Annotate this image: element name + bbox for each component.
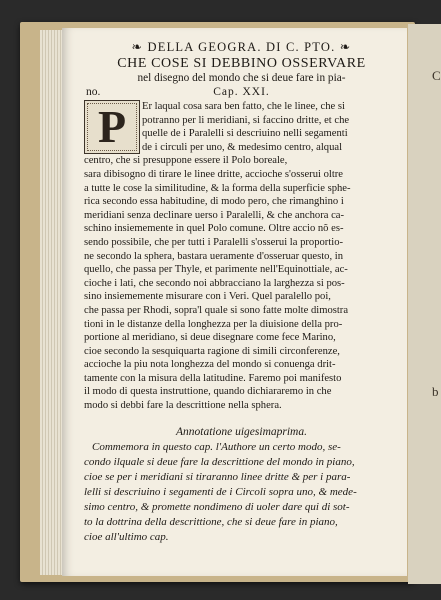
annotation-line: to la dottrina della descrittione, che si deue fare in piano, [84,515,338,528]
running-head: ❧ DELLA GEOGRA. DI C. PTO. ❧ [131,40,352,54]
annotation-line: cioe all'ultimo cap. [84,530,169,543]
chapter-title: CHE COSE SI DEBBINO OSSERVARE [117,56,366,71]
annotation-line: cioe se per i meridiani si tiraranno linee dritte & per i para- [84,470,351,483]
subtitle-continuation: no. [86,86,101,98]
decorated-initial [84,100,140,154]
chapter-number: Cap. XXI. [213,86,270,98]
body-line: ne secondo la sphera, bastara ueramente d'osseruar questo, in [84,250,344,262]
body-line: a tutte le cose la similitudine, & la forma della superficie sphe- [84,182,351,194]
body-line: che passa per Rhodi, sopra'l quale si sono fatte molte dimostra [84,304,349,316]
body-line: meridiani senza declinare uerso i Paralelli, & che anchora ca- [84,209,345,221]
body-line: cioe secondo la sesquiquarta ragione di simili circonferenze, [84,345,340,357]
body-line: sara dibisogno di tirare le linee dritte, accioche s'osserui oltre [84,168,344,180]
body-line: quello, che passa per Thyle, et parimente nell'Equinottiale, ac- [84,264,348,276]
body-line: cioche i lati, che secondo noi abbracciano la larghezza si pos- [84,277,345,289]
body-line: sendo possibile, che per tutti i Paralelli s'osserui la proportio- [84,236,344,248]
annotation-line: Commemora in questo cap. l'Authore un certo modo, se- [92,440,341,453]
annotation-line: lelli si descriuino i segamenti de i Circoli sopra uno, & mede- [84,485,357,498]
body-line: tamente con la misura della latitudine. Faremo poi manifesto [84,372,342,384]
body-line: schino insiememente in quel Polo comune. Oltre accio nõ es- [84,223,344,235]
body-line: il modo di questa instruttione, quando dichiararemo in che [84,386,332,398]
body-line: potranno per li meridiani, si faccino dritte, et che [142,114,350,126]
body-line: tioni in le distanze della longhezza per la diuisione della pro- [84,318,343,330]
initial-letter: P [97,101,127,152]
annotation-line: simo centro, & promette nondimeno di uoler dare qui di sot- [84,500,350,513]
body-line: Er laqual cosa sara ben fatto, che le linee, che si [142,101,345,112]
annotation-line: condo ilquale si deue fare la descrittione del mondo in piano, [84,455,355,468]
book-page [62,28,407,576]
chapter-subtitle: nel disegno del mondo che si deue fare in pia- [137,72,346,84]
annotation-title: Annotatione uigesimaprima. [176,425,307,438]
chapter-number-line [84,85,399,99]
body-line: rica secondo essa habitudine, di modo pero, che rimanghino i [84,196,344,208]
chapter-body [84,100,399,413]
facing-page [408,24,441,584]
body-line: accioche la piu nota longhezza del mondo si conuenga drit- [84,359,336,371]
body-line: portione al meridiano, si deue disegnare come fece Marino, [84,332,336,344]
body-line: de i circuli per uno, & medesimo centro, alqual [142,141,343,153]
body-line: sino insiememente misurare con i Veri. Quel paralello poi, [84,291,331,303]
body-line: modo si debbi fare la descrittione nella sphera. [84,400,282,412]
facing-page-fragment: b [432,384,439,399]
page-text-block [84,40,399,545]
body-line: quelle de i Paralelli si descriuino nelli segamenti [142,128,348,140]
facing-page-fragment: C [432,68,441,83]
body-line: centro, che si presuppone essere il Polo boreale, [84,155,288,167]
